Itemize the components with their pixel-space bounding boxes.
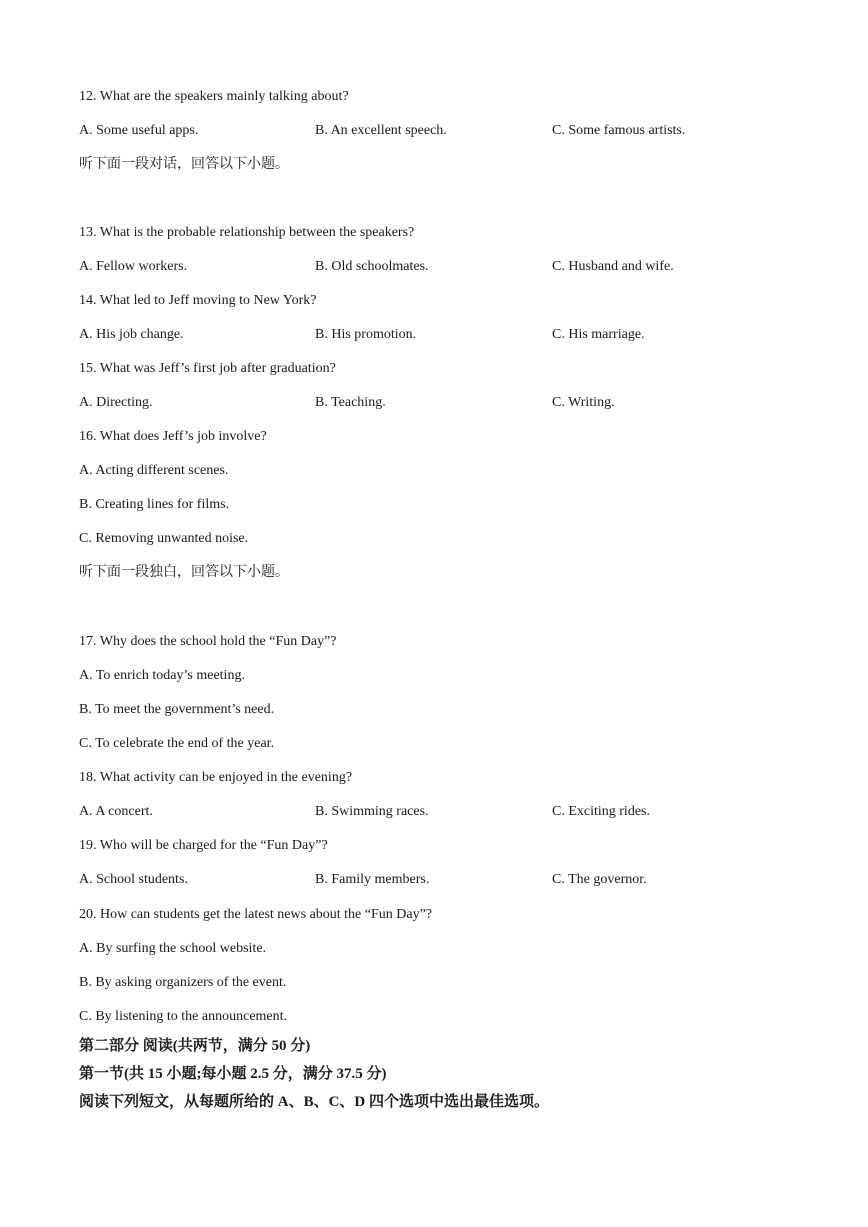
part2-instruction: 阅读下列短文，从每题所给的 A、B、C、D 四个选项中选出最佳选项。 <box>79 1094 550 1110</box>
q12-option-b: B. An excellent speech. <box>315 123 447 138</box>
q15-option-a: A. Directing. <box>79 395 153 410</box>
q19-stem: 19. Who will be charged for the “Fun Day”? <box>79 838 328 853</box>
q12-option-a: A. Some useful apps. <box>79 123 199 138</box>
q14-option-a: A. His job change. <box>79 327 184 342</box>
q20-stem: 20. How can students get the latest news about the “Fun Day”? <box>79 907 433 922</box>
q14-stem: 14. What led to Jeff moving to New York? <box>79 293 317 308</box>
q15-options <box>79 394 779 412</box>
q15-option-c: C. Writing. <box>552 395 615 410</box>
q16-option-a: A. Acting different scenes. <box>79 463 229 478</box>
q15-stem: 15. What was Jeff’s first job after graduation? <box>79 361 336 376</box>
dialogue-instruction: 听下面一段对话，回答以下小题。 <box>79 157 289 172</box>
q18-stem: 18. What activity can be enjoyed in the evening? <box>79 770 353 785</box>
q13-option-a: A. Fellow workers. <box>79 259 188 274</box>
q20-option-a: A. By surfing the school website. <box>79 941 267 956</box>
q19-option-c: C. The governor. <box>552 872 647 887</box>
q14-option-b: B. His promotion. <box>315 327 417 342</box>
q17-option-a: A. To enrich today’s meeting. <box>79 668 245 683</box>
q19-option-a: A. School students. <box>79 872 188 887</box>
q17-option-c: C. To celebrate the end of the year. <box>79 736 275 751</box>
q16-stem: 16. What does Jeff’s job involve? <box>79 429 267 444</box>
q18-options <box>79 803 779 821</box>
q17-stem: 17. Why does the school hold the “Fun Day”? <box>79 634 337 649</box>
q13-option-c: C. Husband and wife. <box>552 259 674 274</box>
part2-section1: 第一节(共 15 小题;每小题 2.5 分，满分 37.5 分) <box>79 1066 387 1082</box>
q12-stem: 12. What are the speakers mainly talking about? <box>79 89 349 104</box>
q13-option-b: B. Old schoolmates. <box>315 259 429 274</box>
q18-option-c: C. Exciting rides. <box>552 804 650 819</box>
q16-option-b: B. Creating lines for films. <box>79 497 230 512</box>
monologue-instruction: 听下面一段独白，回答以下小题。 <box>79 565 289 580</box>
q17-option-b: B. To meet the government’s need. <box>79 702 275 717</box>
q13-stem: 13. What is the probable relationship between the speakers? <box>79 225 415 240</box>
q14-options <box>79 326 779 344</box>
q19-options <box>79 871 779 889</box>
q14-option-c: C. His marriage. <box>552 327 645 342</box>
q20-option-b: B. By asking organizers of the event. <box>79 975 287 990</box>
q19-option-b: B. Family members. <box>315 872 430 887</box>
part2-heading: 第二部分 阅读(共两节，满分 50 分) <box>79 1038 311 1054</box>
q15-option-b: B. Teaching. <box>315 395 386 410</box>
q18-option-b: B. Swimming races. <box>315 804 429 819</box>
q18-option-a: A. A concert. <box>79 804 153 819</box>
q12-option-c: C. Some famous artists. <box>552 123 686 138</box>
q16-option-c: C. Removing unwanted noise. <box>79 531 249 546</box>
q13-options <box>79 258 779 276</box>
q20-option-c: C. By listening to the announcement. <box>79 1009 288 1024</box>
q12-options <box>79 122 779 140</box>
